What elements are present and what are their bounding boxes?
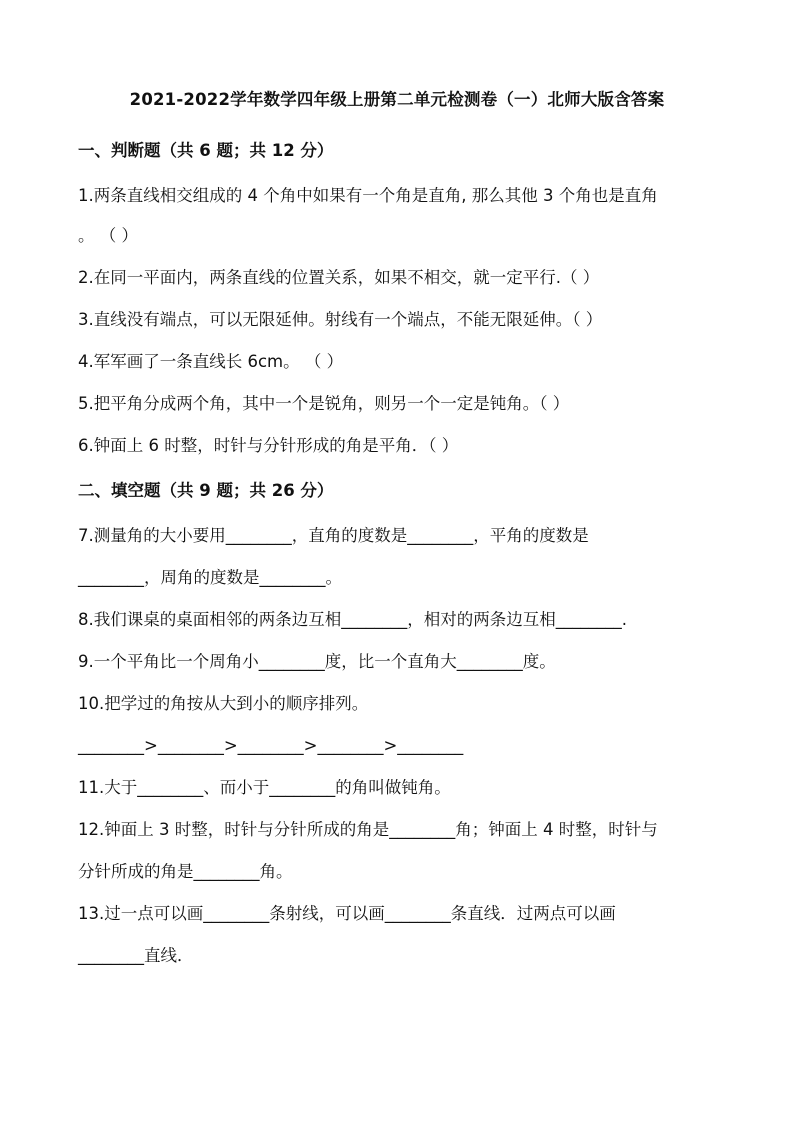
question-9: 9.一个平角比一个周角小________度，比一个直角大________度。	[78, 652, 556, 671]
question-13-line-1: 13.过一点可以画________条射线，可以画________条直线．过两点可以画	[78, 904, 616, 923]
question-1-line-1: 1.两条直线相交组成的 4 个角中如果有一个角是直角, 那么其他 3 个角也是直角	[78, 186, 658, 205]
question-11: 11.大于________、而小于________的角叫做钝角。	[78, 778, 451, 797]
question-6: 6.钟面上 6 时整，时针与分针形成的角是平角．（ ）	[78, 436, 459, 455]
question-10-line-1: 10.把学过的角按从大到小的顺序排列。	[78, 694, 369, 713]
question-10-line-2: ________>________>________>________>________	[78, 736, 464, 755]
question-3: 3.直线没有端点，可以无限延伸。射线有一个端点，不能无限延伸。（ ）	[78, 310, 603, 329]
question-2: 2.在同一平面内，两条直线的位置关系，如果不相交，就一定平行.（ ）	[78, 268, 600, 287]
question-4: 4.军军画了一条直线长 6cm。 （ ）	[78, 352, 344, 371]
question-5: 5.把平角分成两个角，其中一个是锐角，则另一个一定是钝角。（ ）	[78, 394, 570, 413]
question-13-line-2: ________直线．	[78, 946, 194, 965]
question-7-line-1: 7.测量角的大小要用________，直角的度数是________，平角的度数是	[78, 526, 589, 545]
question-12-line-1: 12.钟面上 3 时整，时针与分针所成的角是________角；钟面上 4 时整，时针与	[78, 820, 658, 839]
question-1-line-2: 。 （ ）	[78, 226, 138, 245]
question-12-line-2: 分针所成的角是________角。	[78, 862, 293, 881]
question-7-line-2: ________，周角的度数是________。	[78, 568, 342, 587]
section-heading-true-false: 一、判断题（共 6 题；共 12 分）	[78, 141, 334, 160]
question-8: 8.我们课桌的桌面相邻的两条边互相________，相对的两条边互相________.	[78, 610, 627, 629]
document-title: 2021-2022学年数学四年级上册第二单元检测卷（一）北师大版含答案	[129, 90, 665, 109]
section-heading-fill-in: 二、填空题（共 9 题；共 26 分）	[78, 481, 334, 500]
